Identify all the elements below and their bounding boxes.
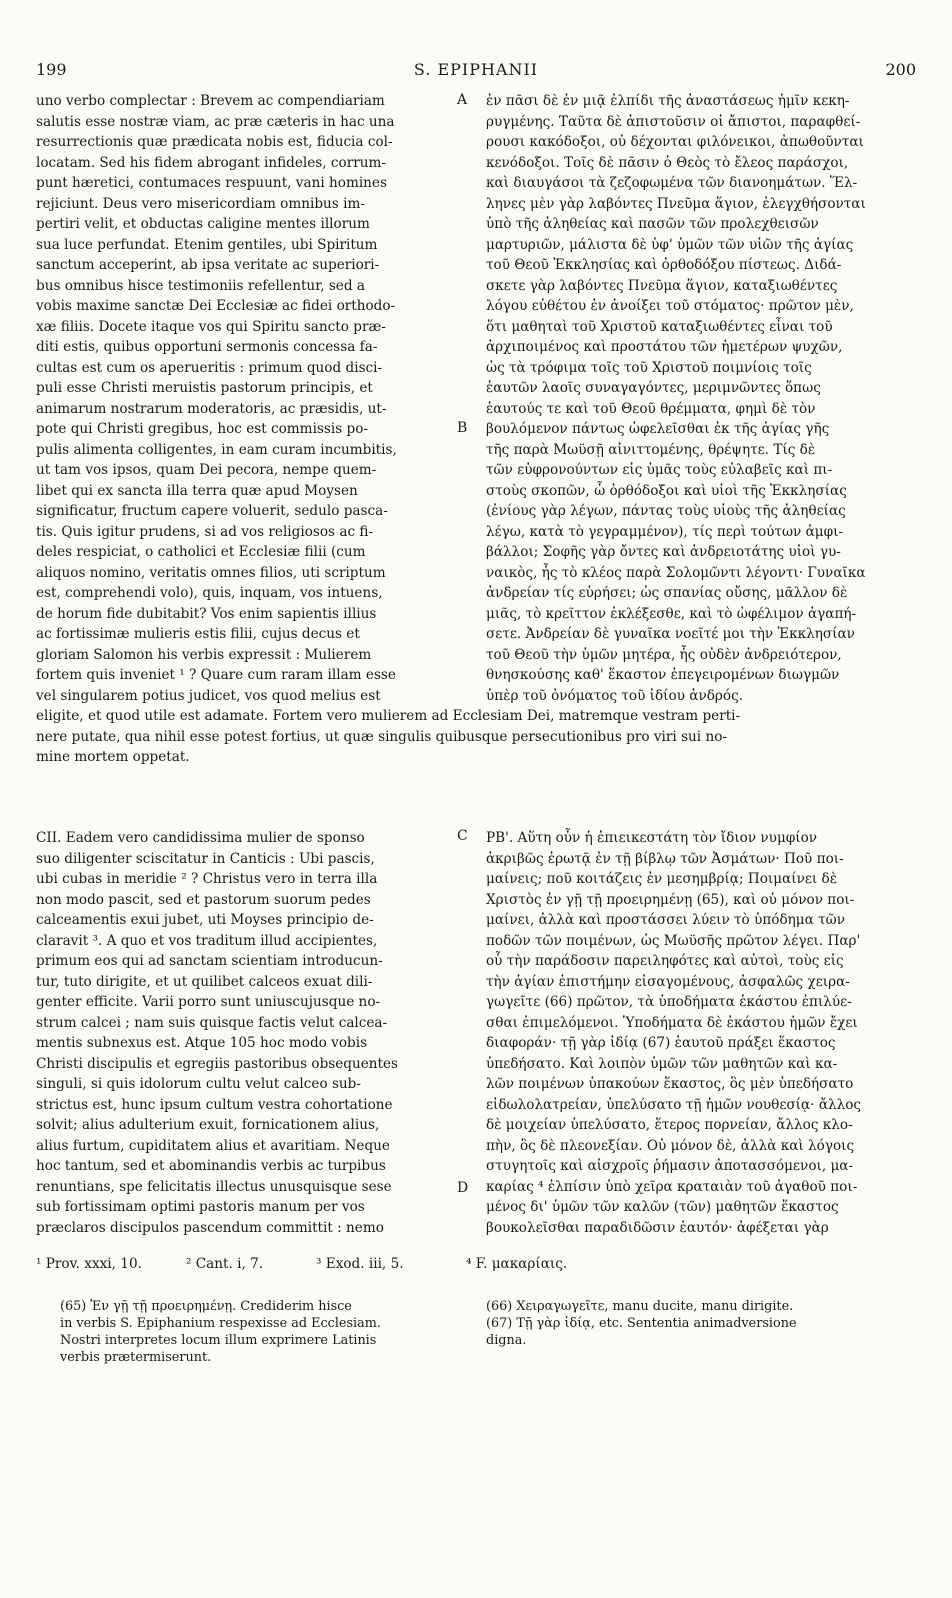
note-line: Nostri interpretes locum illum exprimere Latinis [60, 1333, 377, 1348]
text-line: xæ filiis. Docete itaque vos qui Spiritu sancto præ- [36, 318, 386, 335]
text-line: ρυγμένης. Ταῦτα δὲ ἀπιστοῦσιν οἱ ἄπιστοι, παραφθεί- [486, 113, 861, 130]
text-line: στυγητοῖς καὶ αἰσχροῖς ῥήμασιν ἀποτασσόμενοι, μα- [486, 1158, 854, 1174]
text-line: strum calcei ; nam suis quisque factis velut calcea- [36, 1014, 388, 1031]
text-line: βουλόμενον πάντως ὠφελεῖσθαι ἐκ τῆς ἁγίας γῆς [486, 421, 830, 437]
text-line: deles respiciat, o catholici et Ecclesiæ filii (cum [36, 544, 366, 560]
greek-column-top [486, 91, 888, 706]
text-line: tur, tuto dirigite, et ut quilibet calceos exuat dili- [36, 973, 373, 990]
text-line: Christi discipulis et egregiis pastoribus obsequentes [36, 1055, 399, 1072]
text-line: Χριστὸς ἐν γῇ τῇ προειρημένῃ (65), καὶ οὐ μόνον ποι- [486, 891, 855, 908]
text-line: salutis esse nostræ viam, ac præ cæteris in hac una [36, 113, 395, 130]
text-line: renuntians, spe felicitatis illectus unusquisque sese [36, 1178, 392, 1195]
text-line: ρουσι κακόδοξοι, οὐ δέχονται φιλόνεικοι, ἀπωθοῦνται [486, 134, 864, 150]
text-line: βουκολεῖσθαι παραδιδῶσιν ἑαυτόν· ἀφέξεται γὰρ [486, 1219, 829, 1236]
text-line: σκετε γὰρ λαβόντες Πνεῦμα ἅγιον, καταξιωθέντες [486, 277, 838, 294]
page-number-right: 200 [885, 60, 916, 79]
text-line: animarum nostrarum moderatoris, ac præsidis, ut- [36, 400, 387, 417]
text-line: genter efficite. Varii porro sunt uniuscujusque no- [36, 994, 381, 1010]
text-line: bus omnibus hisce testimoniis refellentur, sed a [36, 277, 365, 294]
note-line: (65) Ἐν γῇ τῇ προειρημένῃ. Crediderim hisce [60, 1299, 352, 1314]
note-line: (67) Τῇ γὰρ ἰδίᾳ, etc. Sententia animadversione [486, 1316, 797, 1331]
text-line: λῶν ποιμένων ὑπακούων ἕκαστος, ὃς μὲν ὑπεδήσατο [486, 1076, 854, 1092]
text-line: σετε. Ἀνδρείαν δὲ γυναῖκα νοεῖτέ μοι τὴν Ἐκκλησίαν [486, 626, 855, 642]
text-line: locatam. Sed his fidem abrogant infideles, corrum- [36, 154, 386, 171]
text-line: pertiri velit, et obductas caligine mentes illorum [36, 216, 370, 232]
text-line: hoc tantum, sed et abominandis verbis ac turpibus [36, 1158, 386, 1174]
text-line: sub fortissimam optimi pastoris manum per vos [36, 1199, 365, 1215]
text-line: τὴν ἁγίαν ἐπιστήμην εἰσαγομένους, ἀσφαλῶς χειρα- [486, 973, 850, 990]
text-line: ὅτι μαθηταὶ τοῦ Χριστοῦ καταξιωθέντες εἶναι τοῦ [486, 318, 833, 335]
text-line: est, comprehendi volo), quis, inquam, vos intuens, [36, 585, 383, 601]
text-line: sanctum acceperint, ab ipsa veritate ac superiori- [36, 257, 380, 273]
text-line: punt hæretici, contumaces respuunt, vani homines [36, 175, 387, 191]
note-line: digna. [486, 1333, 527, 1348]
note-line: verbis prætermiserunt. [60, 1350, 212, 1365]
text-line: οὗ τὴν παράδοσιν παρειληφότες καὶ αὐτοὶ, τοὺς εἰς [486, 953, 844, 969]
text-line: λέγω, κατὰ τὸ γεγραμμένον), τίς περὶ τούτων ἀμφι- [486, 523, 844, 540]
text-line: ὑπεδήσατο. Καὶ λοιπὸν ὑμῶν τῶν μαθητῶν καὶ κα- [486, 1055, 838, 1072]
text-line: diti estis, quibus opportuni sermonis concessa fa- [36, 339, 378, 355]
margin-marker-a: A [457, 92, 468, 108]
text-line: libet qui ex sancta illa terra quæ apud Moysen [36, 482, 358, 499]
greek-column-bottom [486, 828, 888, 1238]
text-line: suo diligenter sciscitatur in Canticis : Ubi pascis, [36, 850, 375, 867]
text-line: præclaros discipulos pascendum committit : nemo [36, 1219, 384, 1236]
text-line: γωγεῖτε (66) πρῶτον, τὰ ὑποδήματα ἑκάστου ἐπιλύε- [486, 994, 852, 1010]
text-line: vobis maxime sanctæ Dei Ecclesiæ ac fidei orthodo- [36, 298, 396, 314]
text-line: uno verbo complectar : Brevem ac compendiariam [36, 93, 385, 109]
text-line: non modo pascit, sed et pastorum suorum pedes [36, 891, 371, 908]
text-line: tis. Quis igitur prudens, si ad vos religiosos ac fi- [36, 523, 374, 540]
text-line: θνησκούσης καθ' ἕκαστον ἐπεγειρομένων διωγμῶν [486, 667, 840, 683]
commentary-notes-right [486, 1298, 888, 1349]
text-line: vel singularem potius judicet, vos quod melius est [36, 687, 381, 704]
full-width-paragraph [36, 706, 916, 768]
text-line: fortem quis inveniet ¹ ? Quare cum raram illam esse [36, 667, 396, 683]
text-line: ac fortissimæ mulieris estis filii, cujus decus et [36, 626, 360, 642]
latin-column-bottom [36, 828, 469, 1238]
text-line: nere putate, qua nihil esse potest fortius, ut quæ singulis quibusque persecutionibus pro viri sui no- [36, 728, 728, 745]
latin-column-top [36, 91, 466, 706]
margin-marker-c: C [457, 828, 468, 844]
text-line: aliquos nomino, veritatis omnes filios, uti scriptum [36, 564, 386, 581]
text-line: καὶ διαυγάσοι τὰ ζεζοφωμένα τῶν διανοημάτων. Ἕλ- [486, 175, 858, 191]
text-line: μαίνει, ἀλλὰ καὶ προστάσσει λύειν τὸ ὑπόδημα τῶν [486, 912, 845, 928]
text-line: ἀρχιποιμένος καὶ προστάτου τῶν ἡμετέρων ψυχῶν, [486, 339, 843, 355]
text-line: ναικὸς, ἧς τὸ κλέος παρὰ Σολομῶντι λέγοντι· Γυναῖκα [486, 564, 866, 581]
text-line: (ἐνίους γὰρ λέγων, πάντας τοὺς υἱοὺς τῆς ἀληθείας [486, 503, 846, 519]
text-line: ut tam vos ipsos, quam Dei pecora, nempe quem- [36, 462, 377, 478]
running-header [36, 60, 916, 84]
text-line: τοῦ Θεοῦ Ἐκκλησίας καὶ ὀρθοδόξου πίστεως. Διδά- [486, 257, 842, 273]
text-line: μαίνεις; ποῦ κοιτάζεις ἐν μεσημβρίᾳ; Ποιμαίνει δὲ [486, 871, 838, 887]
text-line: primum eos qui ad sanctam scientiam introducun- [36, 953, 383, 969]
text-line: τῶν εὐφρονούντων εἰς ὑμᾶς τοὺς εὐλαβεῖς καὶ πι- [486, 462, 833, 478]
text-line: singuli, si quis idolorum cultu velut calceo sub- [36, 1076, 361, 1092]
text-line: claravit ³. A quo et vos traditum illud accipientes, [36, 932, 378, 949]
text-line: resurrectionis quæ prædicata nobis est, fiducia col- [36, 134, 393, 150]
text-line: μένος δι' ὑμῶν τῶν καλῶν (τῶν) μαθητῶν ἕκαστος [486, 1199, 839, 1215]
text-line: alius furtum, cupiditatem alius et avaritiam. Neque [36, 1137, 390, 1154]
commentary-notes-left [60, 1298, 460, 1366]
note-line: (66) Χειραγωγεῖτε, manu ducite, manu dirigite. [486, 1299, 794, 1314]
text-line: pulis alimenta colligentes, in eam curam incumbitis, [36, 441, 397, 458]
margin-marker-d: D [457, 1180, 469, 1196]
text-line: πὴν, ὃς δὲ πλεονεξίαν. Οὐ μόνον δὲ, ἀλλὰ καὶ λόγοις [486, 1137, 855, 1154]
footnote-3: ³ Exod. iii, 5. [316, 1256, 404, 1272]
text-line: pote qui Christi gregibus, hoc est commissis po- [36, 421, 368, 437]
text-line: ὑπὸ τῆς ἀληθείας καὶ πασῶν τῶν προλεχθεισῶν [486, 216, 819, 232]
text-line: ὡς τὰ τρόφιμα τοῖς τοῦ Χριστοῦ ποιμνίοις τοῖς [486, 359, 812, 376]
text-line: ὑπὲρ τοῦ ὀνόματος τοῦ ἰδίου ἀνδρός. [486, 687, 744, 704]
text-line: ληνες μὲν γὰρ λαβόντες Πνεῦμα ἅγιον, ἐλεγχθήσονται [486, 195, 866, 212]
text-line: cultas est cum os aperueritis : primum quod disci- [36, 359, 383, 376]
running-title: S. EPIPHANII [413, 60, 539, 79]
text-line: sua luce perfundat. Etenim gentiles, ubi Spiritum [36, 236, 378, 253]
text-line: mine mortem oppetat. [36, 749, 190, 765]
text-line: CII. Eadem vero candidissima mulier de sponso [36, 830, 365, 846]
margin-marker-b: B [457, 420, 468, 436]
text-line: τῆς παρὰ Μωϋσῇ αἰνιττομένης, θρέψητε. Τίς δὲ [486, 441, 816, 458]
text-line: λόγου εὐθέτου ἐν ἀνοίξει τοῦ στόματος· πρῶτον μὲν, [486, 298, 854, 314]
text-line: μαρτυριῶν, μάλιστα δὲ ὑφ' ὑμῶν τῶν υἱῶν τῆς ἁγίας [486, 236, 854, 253]
text-line: διαφοράν· τῇ γὰρ ἰδίᾳ (67) ἑαυτοῦ πράξει ἕκαστος [486, 1035, 836, 1051]
text-line: βάλλοι; Σοφῆς γὰρ ὄντες καὶ ἀνδρειοτάτης υἱοὶ γυ- [486, 544, 841, 560]
text-line: significatur, fructum capere voluerit, sedulo pasca- [36, 503, 388, 519]
footnote-1: ¹ Prov. xxxi, 10. [36, 1256, 142, 1272]
text-line: ἑαυτούς τε καὶ τοῦ Θεοῦ θρέμματα, φημὶ δὲ τὸν [486, 400, 816, 417]
text-line: rejiciunt. Deus vero misericordiam omnibus im- [36, 195, 365, 212]
text-line: mentis subnexus est. Atque 105 hoc modo vobis [36, 1035, 368, 1051]
text-line: μιᾶς, τὸ κρεῖττον ἐκλέξεσθε, καὶ τὸ ὠφέλιμον ἀγαπή- [486, 605, 857, 622]
text-line: εἰδωλολατρείαν, ὑπελύσατο τῇ ἡμῶν νουθεσίᾳ· ἄλλος [486, 1096, 862, 1113]
text-line: ἐν πᾶσι δὲ ἐν μιᾷ ἐλπίδι τῆς ἀναστάσεως ἡμῖν κεκη- [486, 93, 850, 109]
text-line: ubi cubas in meridie ² ? Christus vero in terra illa [36, 871, 378, 887]
text-line: ἀκριβῶς ἐρωτᾷ ἐν τῇ βίβλῳ τῶν Ἀσμάτων· Ποῦ ποι- [486, 850, 844, 867]
text-line: καρίας ⁴ ἐλπίσιν ὑπὸ χεῖρα κραταιὰν τοῦ ἀγαθοῦ ποι- [486, 1178, 858, 1195]
text-line: τοῦ Θεοῦ τὴν ὑμῶν μητέρα, ἧς οὐδὲν ἀνδρειότερον, [486, 646, 842, 663]
text-line: ποδῶν τῶν ποιμένων, ὡς Μωϋσῆς πρῶτον λέγει. Παρ' [486, 932, 861, 949]
text-line: eligite, et quod utile est adamate. Fortem vero mulierem ad Ecclesiam Dei, matremque vestram perti- [36, 708, 741, 724]
text-line: ἑαυτῶν λαοῖς συναγαγόντες, μεριμνῶντες ὅπως [486, 380, 821, 396]
page-number-left: 199 [36, 60, 67, 79]
footnote-4: ⁴ F. μακαρίαις. [466, 1256, 568, 1272]
text-line: puli esse Christi meruistis pastorum principis, et [36, 380, 373, 396]
note-line: in verbis S. Epiphanium respexisse ad Ecclesiam. [60, 1316, 381, 1331]
text-line: ἀνδρείαν τίς εὑρήσει; ὡς σπανίας οὔσης, μᾶλλον δὲ [486, 585, 848, 601]
text-line: gloriam Salomon his verbis expressit : Mulierem [36, 646, 372, 663]
text-line: strictus est, hunc ipsum cultum vestra cohortatione [36, 1096, 393, 1113]
text-line: στοὺς σκοπῶν, ὦ ὀρθόδοξοι καὶ υἱοὶ τῆς Ἐκκλησίας [486, 482, 847, 499]
text-line: de horum fide dubitabit? Vos enim sapientis illius [36, 605, 377, 622]
text-line: calceamentis exui jubet, uti Moyses principio de- [36, 912, 374, 928]
text-line: ΡΒ'. Αὕτη οὖν ἡ ἐπιεικεστάτη τὸν ἴδιον νυμφίον [486, 830, 818, 846]
text-line: solvit; alius adulterium exuit, fornicationem alius, [36, 1117, 380, 1133]
footnote-2: ² Cant. i, 7. [186, 1256, 264, 1272]
text-line: κενόδοξοι. Τοῖς δὲ πᾶσιν ὁ Θεὸς τὸ ἔλεος παράσχοι, [486, 154, 849, 171]
text-line: σθαι ἐπιμελόμενοι. Ὑποδήματα δὲ ἑκάστου ἡμῶν ἔχει [486, 1014, 858, 1031]
text-line: δὲ μοιχείαν ὑπελύσατο, ἕτερος πορνείαν, ἄλλος κλο- [486, 1117, 853, 1133]
